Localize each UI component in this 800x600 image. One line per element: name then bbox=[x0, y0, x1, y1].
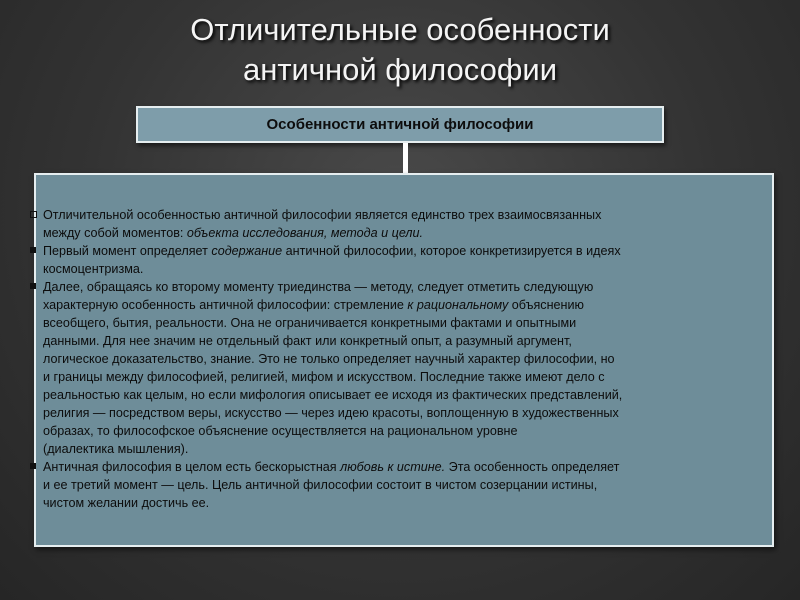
connector-line bbox=[403, 143, 408, 173]
bullet-icon bbox=[30, 247, 36, 253]
paragraph-line bbox=[43, 206, 770, 224]
content-paragraphs bbox=[30, 206, 770, 512]
line-text: чистом желании достичь ее. bbox=[43, 496, 210, 510]
line-text: реальностью как целым, но если мифология описывает ее исходя из фактических представлений, bbox=[43, 388, 623, 402]
paragraph-line bbox=[43, 494, 770, 512]
line-text-after: Эта особенность определяет bbox=[445, 460, 620, 474]
emphasis-text: к рациональному bbox=[407, 298, 509, 312]
paragraph-line bbox=[43, 404, 770, 422]
paragraph-line bbox=[43, 260, 770, 278]
header-box-label: Особенности античной философии bbox=[266, 116, 534, 133]
paragraph bbox=[30, 242, 770, 278]
paragraph-line bbox=[43, 314, 770, 332]
line-text-after: античной философии, которое конкретизируется в идеях bbox=[282, 244, 621, 258]
paragraph-line bbox=[43, 350, 770, 368]
bullet-icon bbox=[30, 283, 36, 289]
line-text: и границы между философией, религией, мифом и искусством. Последние также имеют дело с bbox=[43, 370, 605, 384]
line-text: Первый момент определяет bbox=[43, 244, 212, 258]
line-text: религия — посредством веры, искусство — через идею красоты, воплощенную в художественных bbox=[43, 406, 619, 420]
line-text-after: объяснению bbox=[508, 298, 584, 312]
line-text: характерную особенность античной философии: стремление bbox=[43, 298, 408, 312]
line-text: космоцентризма. bbox=[43, 262, 144, 276]
line-text: Античная философия в целом есть бескорыстная bbox=[43, 460, 341, 474]
line-text: логическое доказательство, знание. Это не только определяет научный характер философии, но bbox=[43, 352, 615, 366]
line-text: (диалектика мышления). bbox=[43, 442, 189, 456]
paragraph-line bbox=[43, 278, 770, 296]
line-text: Далее, обращаясь ко второму моменту триединства — методу, следует отметить следующую bbox=[43, 280, 594, 294]
paragraph-line bbox=[43, 224, 770, 242]
paragraph-line bbox=[43, 440, 770, 458]
slide-title-line-2: античной философии bbox=[242, 52, 558, 87]
paragraph-line bbox=[43, 368, 770, 386]
line-text: и ее третий момент — цель. Цель античной философии состоит в чистом созерцании истины, bbox=[43, 478, 598, 492]
emphasis-text: содержание bbox=[211, 244, 283, 258]
line-text: Отличительной особенностью античной философии является единство трех взаимосвязанных bbox=[43, 208, 602, 222]
slide-title-line-1: Отличительные особенности bbox=[190, 12, 610, 47]
paragraph bbox=[30, 278, 770, 458]
line-text: данными. Для нее значим не отдельный факт или конкретный опыт, а разумный аргумент, bbox=[43, 334, 572, 348]
emphasis-text: объекта исследования, метода и цели. bbox=[186, 226, 424, 240]
paragraph-line bbox=[43, 242, 770, 260]
line-text: между собой моментов: bbox=[43, 226, 187, 240]
line-text: образах, то философское объяснение осуществляется на рациональном уровне bbox=[43, 424, 518, 438]
paragraph-line bbox=[43, 458, 770, 476]
paragraph bbox=[30, 206, 770, 242]
bullet-icon bbox=[30, 463, 36, 469]
slide-title bbox=[0, 10, 800, 90]
paragraph-line bbox=[43, 476, 770, 494]
paragraph bbox=[30, 458, 770, 512]
paragraph-line bbox=[43, 386, 770, 404]
paragraph-line bbox=[43, 332, 770, 350]
paragraph-line bbox=[43, 422, 770, 440]
emphasis-text: любовь к истине. bbox=[340, 460, 446, 474]
line-text: всеобщего, бытия, реальности. Она не ограничивается конкретными фактами и опытными bbox=[43, 316, 577, 330]
header-box bbox=[136, 106, 664, 143]
paragraph-line bbox=[43, 296, 770, 314]
bullet-icon bbox=[30, 211, 37, 218]
